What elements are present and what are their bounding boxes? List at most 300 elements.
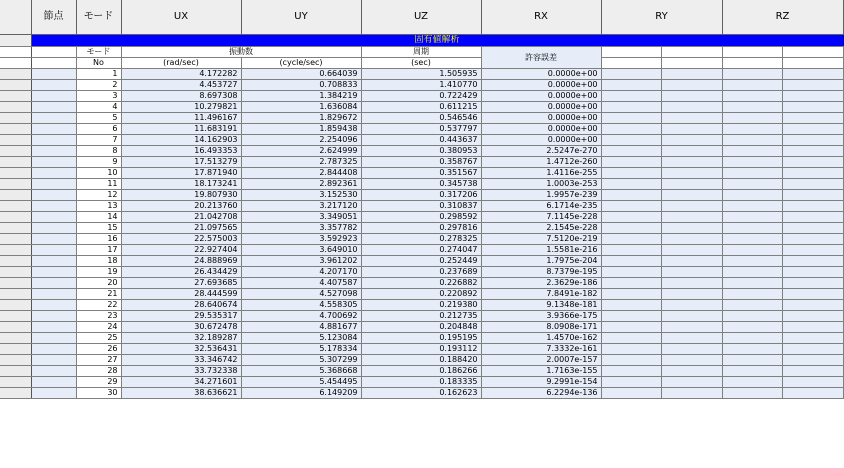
cell[interactable] <box>722 179 782 190</box>
cell[interactable] <box>782 377 843 388</box>
node-cell[interactable] <box>31 179 76 190</box>
cell[interactable] <box>601 278 661 289</box>
cell[interactable] <box>782 289 843 300</box>
row-header[interactable] <box>0 212 31 223</box>
cell[interactable] <box>782 388 843 399</box>
header-ux[interactable]: UX <box>121 0 241 35</box>
rad-cell[interactable]: 24.888969 <box>121 256 241 267</box>
header-rx[interactable]: RX <box>481 0 601 35</box>
period-cell[interactable]: 0.212735 <box>361 311 481 322</box>
cell[interactable] <box>601 113 661 124</box>
cell[interactable] <box>782 58 843 69</box>
node-cell[interactable] <box>31 91 76 102</box>
node-cell[interactable] <box>31 377 76 388</box>
cell[interactable] <box>661 124 722 135</box>
cell[interactable] <box>782 113 843 124</box>
cell[interactable] <box>601 366 661 377</box>
subheader-freq[interactable]: 振動数 <box>121 47 361 58</box>
cell[interactable] <box>722 124 782 135</box>
cell[interactable] <box>661 69 722 80</box>
tolerance-cell[interactable]: 0.0000e+00 <box>481 91 601 102</box>
tolerance-cell[interactable]: 2.0007e-157 <box>481 355 601 366</box>
node-cell[interactable] <box>31 124 76 135</box>
row-header[interactable] <box>0 157 31 168</box>
mode-no-cell[interactable]: 24 <box>76 322 121 333</box>
period-cell[interactable]: 0.252449 <box>361 256 481 267</box>
node-cell[interactable] <box>31 256 76 267</box>
cycle-cell[interactable]: 4.407587 <box>241 278 361 289</box>
rad-cell[interactable]: 21.097565 <box>121 223 241 234</box>
cell[interactable] <box>31 58 76 69</box>
cell[interactable] <box>601 124 661 135</box>
row-header[interactable] <box>0 245 31 256</box>
mode-no-cell[interactable]: 28 <box>76 366 121 377</box>
tolerance-cell[interactable]: 9.2991e-154 <box>481 377 601 388</box>
cell[interactable] <box>601 157 661 168</box>
period-cell[interactable]: 0.193112 <box>361 344 481 355</box>
rad-cell[interactable]: 33.732338 <box>121 366 241 377</box>
cell[interactable] <box>722 80 782 91</box>
cell[interactable] <box>601 267 661 278</box>
row-header[interactable] <box>0 135 31 146</box>
cell[interactable] <box>782 124 843 135</box>
cell[interactable] <box>782 256 843 267</box>
section-title[interactable]: 固有値解析 <box>31 35 843 47</box>
cell[interactable] <box>722 322 782 333</box>
cell[interactable] <box>661 146 722 157</box>
row-header[interactable] <box>0 69 31 80</box>
mode-no-cell[interactable]: 12 <box>76 190 121 201</box>
cell[interactable] <box>661 135 722 146</box>
cell[interactable] <box>722 91 782 102</box>
tolerance-cell[interactable]: 6.1714e-235 <box>481 201 601 212</box>
cell[interactable] <box>722 267 782 278</box>
cell[interactable] <box>722 58 782 69</box>
tolerance-cell[interactable]: 1.5581e-216 <box>481 245 601 256</box>
mode-no-cell[interactable]: 14 <box>76 212 121 223</box>
row-header[interactable] <box>0 234 31 245</box>
cell[interactable] <box>782 278 843 289</box>
rad-cell[interactable]: 32.536431 <box>121 344 241 355</box>
cell[interactable] <box>782 223 843 234</box>
cell[interactable] <box>722 333 782 344</box>
cycle-cell[interactable]: 3.357782 <box>241 223 361 234</box>
node-cell[interactable] <box>31 267 76 278</box>
cell[interactable] <box>661 278 722 289</box>
cell[interactable] <box>661 377 722 388</box>
cell[interactable] <box>782 311 843 322</box>
period-cell[interactable]: 0.297816 <box>361 223 481 234</box>
period-cell[interactable]: 0.237689 <box>361 267 481 278</box>
period-cell[interactable]: 0.274047 <box>361 245 481 256</box>
node-cell[interactable] <box>31 190 76 201</box>
cell[interactable] <box>601 146 661 157</box>
cycle-cell[interactable]: 0.708833 <box>241 80 361 91</box>
tolerance-cell[interactable]: 0.0000e+00 <box>481 80 601 91</box>
mode-no-cell[interactable]: 20 <box>76 278 121 289</box>
period-cell[interactable]: 0.722429 <box>361 91 481 102</box>
row-header[interactable] <box>0 289 31 300</box>
node-cell[interactable] <box>31 344 76 355</box>
tolerance-cell[interactable]: 8.7379e-195 <box>481 267 601 278</box>
cell[interactable] <box>782 322 843 333</box>
cell[interactable] <box>601 344 661 355</box>
cell[interactable] <box>661 333 722 344</box>
row-header[interactable] <box>0 388 31 399</box>
mode-no-cell[interactable]: 21 <box>76 289 121 300</box>
cell[interactable] <box>661 80 722 91</box>
period-cell[interactable]: 0.220892 <box>361 289 481 300</box>
header-node[interactable]: 節点 <box>31 0 76 35</box>
subheader-period[interactable]: 周期 <box>361 47 481 58</box>
header-uz[interactable]: UZ <box>361 0 481 35</box>
cell[interactable] <box>601 58 661 69</box>
cell[interactable] <box>661 190 722 201</box>
mode-no-cell[interactable]: 4 <box>76 102 121 113</box>
period-cell[interactable]: 0.186266 <box>361 366 481 377</box>
cell[interactable] <box>661 234 722 245</box>
cell[interactable] <box>601 201 661 212</box>
cell[interactable] <box>601 377 661 388</box>
row-header[interactable] <box>0 35 31 47</box>
period-cell[interactable]: 0.298592 <box>361 212 481 223</box>
subheader-rad-unit[interactable]: (rad/sec) <box>121 58 241 69</box>
header-uy[interactable]: UY <box>241 0 361 35</box>
cell[interactable] <box>722 300 782 311</box>
period-cell[interactable]: 0.162623 <box>361 388 481 399</box>
cell[interactable] <box>782 344 843 355</box>
cell[interactable] <box>601 256 661 267</box>
cell[interactable] <box>601 322 661 333</box>
node-cell[interactable] <box>31 278 76 289</box>
cycle-cell[interactable]: 4.700692 <box>241 311 361 322</box>
cell[interactable] <box>722 168 782 179</box>
mode-no-cell[interactable]: 25 <box>76 333 121 344</box>
cycle-cell[interactable]: 5.123084 <box>241 333 361 344</box>
cell[interactable] <box>722 289 782 300</box>
row-header[interactable] <box>0 91 31 102</box>
cell[interactable] <box>661 102 722 113</box>
mode-no-cell[interactable]: 19 <box>76 267 121 278</box>
mode-no-cell[interactable]: 1 <box>76 69 121 80</box>
tolerance-cell[interactable]: 2.1545e-228 <box>481 223 601 234</box>
node-cell[interactable] <box>31 69 76 80</box>
cell[interactable] <box>782 135 843 146</box>
cell[interactable] <box>782 69 843 80</box>
cycle-cell[interactable]: 4.881677 <box>241 322 361 333</box>
cell[interactable] <box>782 355 843 366</box>
cell[interactable] <box>601 289 661 300</box>
cell[interactable] <box>722 278 782 289</box>
cell[interactable] <box>601 168 661 179</box>
tolerance-cell[interactable]: 1.4570e-162 <box>481 333 601 344</box>
rad-cell[interactable]: 14.162903 <box>121 135 241 146</box>
cell[interactable] <box>601 135 661 146</box>
cell[interactable] <box>661 157 722 168</box>
period-cell[interactable]: 0.310837 <box>361 201 481 212</box>
cell[interactable] <box>722 190 782 201</box>
cycle-cell[interactable]: 2.844408 <box>241 168 361 179</box>
rad-cell[interactable]: 28.640674 <box>121 300 241 311</box>
node-cell[interactable] <box>31 300 76 311</box>
cell[interactable] <box>722 157 782 168</box>
cell[interactable] <box>601 355 661 366</box>
tolerance-cell[interactable]: 1.0003e-253 <box>481 179 601 190</box>
rad-cell[interactable]: 29.535317 <box>121 311 241 322</box>
cell[interactable] <box>722 256 782 267</box>
cycle-cell[interactable]: 2.787325 <box>241 157 361 168</box>
cell[interactable] <box>661 344 722 355</box>
tolerance-cell[interactable]: 8.0908e-171 <box>481 322 601 333</box>
cell[interactable] <box>722 113 782 124</box>
rad-cell[interactable]: 17.871940 <box>121 168 241 179</box>
rad-cell[interactable]: 11.496167 <box>121 113 241 124</box>
node-cell[interactable] <box>31 366 76 377</box>
rad-cell[interactable]: 11.683191 <box>121 124 241 135</box>
cell[interactable] <box>782 146 843 157</box>
cell[interactable] <box>722 388 782 399</box>
period-cell[interactable]: 0.278325 <box>361 234 481 245</box>
cell[interactable] <box>782 102 843 113</box>
row-header[interactable] <box>0 124 31 135</box>
cell[interactable] <box>601 190 661 201</box>
rad-cell[interactable]: 33.346742 <box>121 355 241 366</box>
cycle-cell[interactable]: 1.859438 <box>241 124 361 135</box>
cell[interactable] <box>782 179 843 190</box>
cell[interactable] <box>661 311 722 322</box>
cell[interactable] <box>782 168 843 179</box>
node-cell[interactable] <box>31 113 76 124</box>
cycle-cell[interactable]: 1.829672 <box>241 113 361 124</box>
node-cell[interactable] <box>31 135 76 146</box>
row-header[interactable] <box>0 113 31 124</box>
cell[interactable] <box>601 333 661 344</box>
tolerance-cell[interactable]: 1.9957e-239 <box>481 190 601 201</box>
cell[interactable] <box>661 256 722 267</box>
mode-no-cell[interactable]: 30 <box>76 388 121 399</box>
node-cell[interactable] <box>31 388 76 399</box>
cell[interactable] <box>722 146 782 157</box>
cell[interactable] <box>722 69 782 80</box>
cycle-cell[interactable]: 5.454495 <box>241 377 361 388</box>
tolerance-cell[interactable]: 7.3332e-161 <box>481 344 601 355</box>
rad-cell[interactable]: 28.444599 <box>121 289 241 300</box>
period-cell[interactable]: 0.317206 <box>361 190 481 201</box>
cell[interactable] <box>661 245 722 256</box>
node-cell[interactable] <box>31 102 76 113</box>
cell[interactable] <box>661 201 722 212</box>
tolerance-cell[interactable]: 3.9366e-175 <box>481 311 601 322</box>
cell[interactable] <box>722 366 782 377</box>
period-cell[interactable]: 0.351567 <box>361 168 481 179</box>
period-cell[interactable]: 0.183335 <box>361 377 481 388</box>
row-header[interactable] <box>0 311 31 322</box>
period-cell[interactable]: 0.358767 <box>361 157 481 168</box>
cell[interactable] <box>722 135 782 146</box>
rad-cell[interactable]: 19.807930 <box>121 190 241 201</box>
row-header[interactable] <box>0 168 31 179</box>
rad-cell[interactable]: 30.672478 <box>121 322 241 333</box>
mode-no-cell[interactable]: 3 <box>76 91 121 102</box>
mode-no-cell[interactable]: 22 <box>76 300 121 311</box>
cycle-cell[interactable]: 5.178334 <box>241 344 361 355</box>
cell[interactable] <box>782 212 843 223</box>
row-header[interactable] <box>0 322 31 333</box>
cell[interactable] <box>661 91 722 102</box>
period-cell[interactable]: 0.546546 <box>361 113 481 124</box>
period-cell[interactable]: 0.195195 <box>361 333 481 344</box>
period-cell[interactable]: 0.611215 <box>361 102 481 113</box>
cell[interactable] <box>661 355 722 366</box>
tolerance-cell[interactable]: 9.1348e-181 <box>481 300 601 311</box>
period-cell[interactable]: 0.204848 <box>361 322 481 333</box>
cycle-cell[interactable]: 4.558305 <box>241 300 361 311</box>
rad-cell[interactable]: 4.453727 <box>121 80 241 91</box>
row-header[interactable] <box>0 58 31 69</box>
cell[interactable] <box>661 388 722 399</box>
row-header[interactable] <box>0 344 31 355</box>
cell[interactable] <box>722 223 782 234</box>
rad-cell[interactable]: 20.213760 <box>121 201 241 212</box>
cell[interactable] <box>782 91 843 102</box>
cell[interactable] <box>661 212 722 223</box>
cell[interactable] <box>782 267 843 278</box>
cell[interactable] <box>601 245 661 256</box>
node-cell[interactable] <box>31 168 76 179</box>
cycle-cell[interactable]: 3.592923 <box>241 234 361 245</box>
rad-cell[interactable]: 22.927404 <box>121 245 241 256</box>
cycle-cell[interactable]: 3.349051 <box>241 212 361 223</box>
rad-cell[interactable]: 34.271601 <box>121 377 241 388</box>
cell[interactable] <box>782 366 843 377</box>
row-header[interactable] <box>0 300 31 311</box>
cell[interactable] <box>601 223 661 234</box>
tolerance-cell[interactable]: 1.7975e-204 <box>481 256 601 267</box>
mode-no-cell[interactable]: 9 <box>76 157 121 168</box>
rad-cell[interactable]: 4.172282 <box>121 69 241 80</box>
cell[interactable] <box>722 311 782 322</box>
tolerance-cell[interactable]: 0.0000e+00 <box>481 102 601 113</box>
rad-cell[interactable]: 27.693685 <box>121 278 241 289</box>
cycle-cell[interactable]: 6.149209 <box>241 388 361 399</box>
cell[interactable] <box>722 377 782 388</box>
tolerance-cell[interactable]: 1.4116e-255 <box>481 168 601 179</box>
cell[interactable] <box>722 245 782 256</box>
period-cell[interactable]: 0.537797 <box>361 124 481 135</box>
header-ry[interactable]: RY <box>601 0 722 35</box>
cell[interactable] <box>722 344 782 355</box>
rad-cell[interactable]: 32.189287 <box>121 333 241 344</box>
cell[interactable] <box>661 58 722 69</box>
cell[interactable] <box>661 179 722 190</box>
cycle-cell[interactable]: 5.307299 <box>241 355 361 366</box>
cell[interactable] <box>601 179 661 190</box>
cell[interactable] <box>782 80 843 91</box>
rad-cell[interactable]: 10.279821 <box>121 102 241 113</box>
cell[interactable] <box>782 300 843 311</box>
subheader-tolerance[interactable]: 許容誤差 <box>481 47 601 69</box>
tolerance-cell[interactable]: 1.7163e-155 <box>481 366 601 377</box>
mode-no-cell[interactable]: 10 <box>76 168 121 179</box>
cycle-cell[interactable]: 3.649010 <box>241 245 361 256</box>
node-cell[interactable] <box>31 355 76 366</box>
rad-cell[interactable]: 18.173241 <box>121 179 241 190</box>
period-cell[interactable]: 0.345738 <box>361 179 481 190</box>
subheader-sec-unit[interactable]: (sec) <box>361 58 481 69</box>
mode-no-cell[interactable]: 27 <box>76 355 121 366</box>
row-header[interactable] <box>0 223 31 234</box>
mode-no-cell[interactable]: 6 <box>76 124 121 135</box>
row-header[interactable] <box>0 256 31 267</box>
period-cell[interactable]: 0.380953 <box>361 146 481 157</box>
row-header[interactable] <box>0 102 31 113</box>
row-header[interactable] <box>0 377 31 388</box>
mode-no-cell[interactable]: 23 <box>76 311 121 322</box>
cell[interactable] <box>601 102 661 113</box>
mode-no-cell[interactable]: 17 <box>76 245 121 256</box>
tolerance-cell[interactable]: 7.1145e-228 <box>481 212 601 223</box>
rad-cell[interactable]: 26.434429 <box>121 267 241 278</box>
cycle-cell[interactable]: 2.254096 <box>241 135 361 146</box>
row-header[interactable] <box>0 179 31 190</box>
tolerance-cell[interactable]: 0.0000e+00 <box>481 113 601 124</box>
tolerance-cell[interactable]: 7.5120e-219 <box>481 234 601 245</box>
mode-no-cell[interactable]: 29 <box>76 377 121 388</box>
tolerance-cell[interactable]: 0.0000e+00 <box>481 135 601 146</box>
node-cell[interactable] <box>31 201 76 212</box>
mode-no-cell[interactable]: 2 <box>76 80 121 91</box>
cycle-cell[interactable]: 4.527098 <box>241 289 361 300</box>
rad-cell[interactable]: 38.636621 <box>121 388 241 399</box>
cell[interactable] <box>661 289 722 300</box>
mode-no-cell[interactable]: 16 <box>76 234 121 245</box>
period-cell[interactable]: 0.443637 <box>361 135 481 146</box>
cell[interactable] <box>661 223 722 234</box>
row-header[interactable] <box>0 333 31 344</box>
cell[interactable] <box>601 69 661 80</box>
cell[interactable] <box>782 333 843 344</box>
cell[interactable] <box>601 80 661 91</box>
node-cell[interactable] <box>31 245 76 256</box>
rad-cell[interactable]: 8.697308 <box>121 91 241 102</box>
row-header[interactable] <box>0 80 31 91</box>
rad-cell[interactable]: 17.513279 <box>121 157 241 168</box>
tolerance-cell[interactable]: 2.3629e-186 <box>481 278 601 289</box>
cycle-cell[interactable]: 3.961202 <box>241 256 361 267</box>
cell[interactable] <box>722 234 782 245</box>
cycle-cell[interactable]: 3.217120 <box>241 201 361 212</box>
row-header[interactable] <box>0 146 31 157</box>
cycle-cell[interactable]: 3.152530 <box>241 190 361 201</box>
cycle-cell[interactable]: 5.368668 <box>241 366 361 377</box>
cell[interactable] <box>661 168 722 179</box>
cell[interactable] <box>601 47 661 58</box>
node-cell[interactable] <box>31 146 76 157</box>
corner-cell[interactable] <box>0 0 31 35</box>
cell[interactable] <box>722 47 782 58</box>
header-rz[interactable]: RZ <box>722 0 843 35</box>
mode-no-cell[interactable]: 11 <box>76 179 121 190</box>
cycle-cell[interactable]: 1.384219 <box>241 91 361 102</box>
mode-no-cell[interactable]: 18 <box>76 256 121 267</box>
period-cell[interactable]: 0.219380 <box>361 300 481 311</box>
period-cell[interactable]: 0.188420 <box>361 355 481 366</box>
tolerance-cell[interactable]: 1.4712e-260 <box>481 157 601 168</box>
cell[interactable] <box>601 300 661 311</box>
period-cell[interactable]: 1.505935 <box>361 69 481 80</box>
cell[interactable] <box>601 234 661 245</box>
cell[interactable] <box>601 91 661 102</box>
